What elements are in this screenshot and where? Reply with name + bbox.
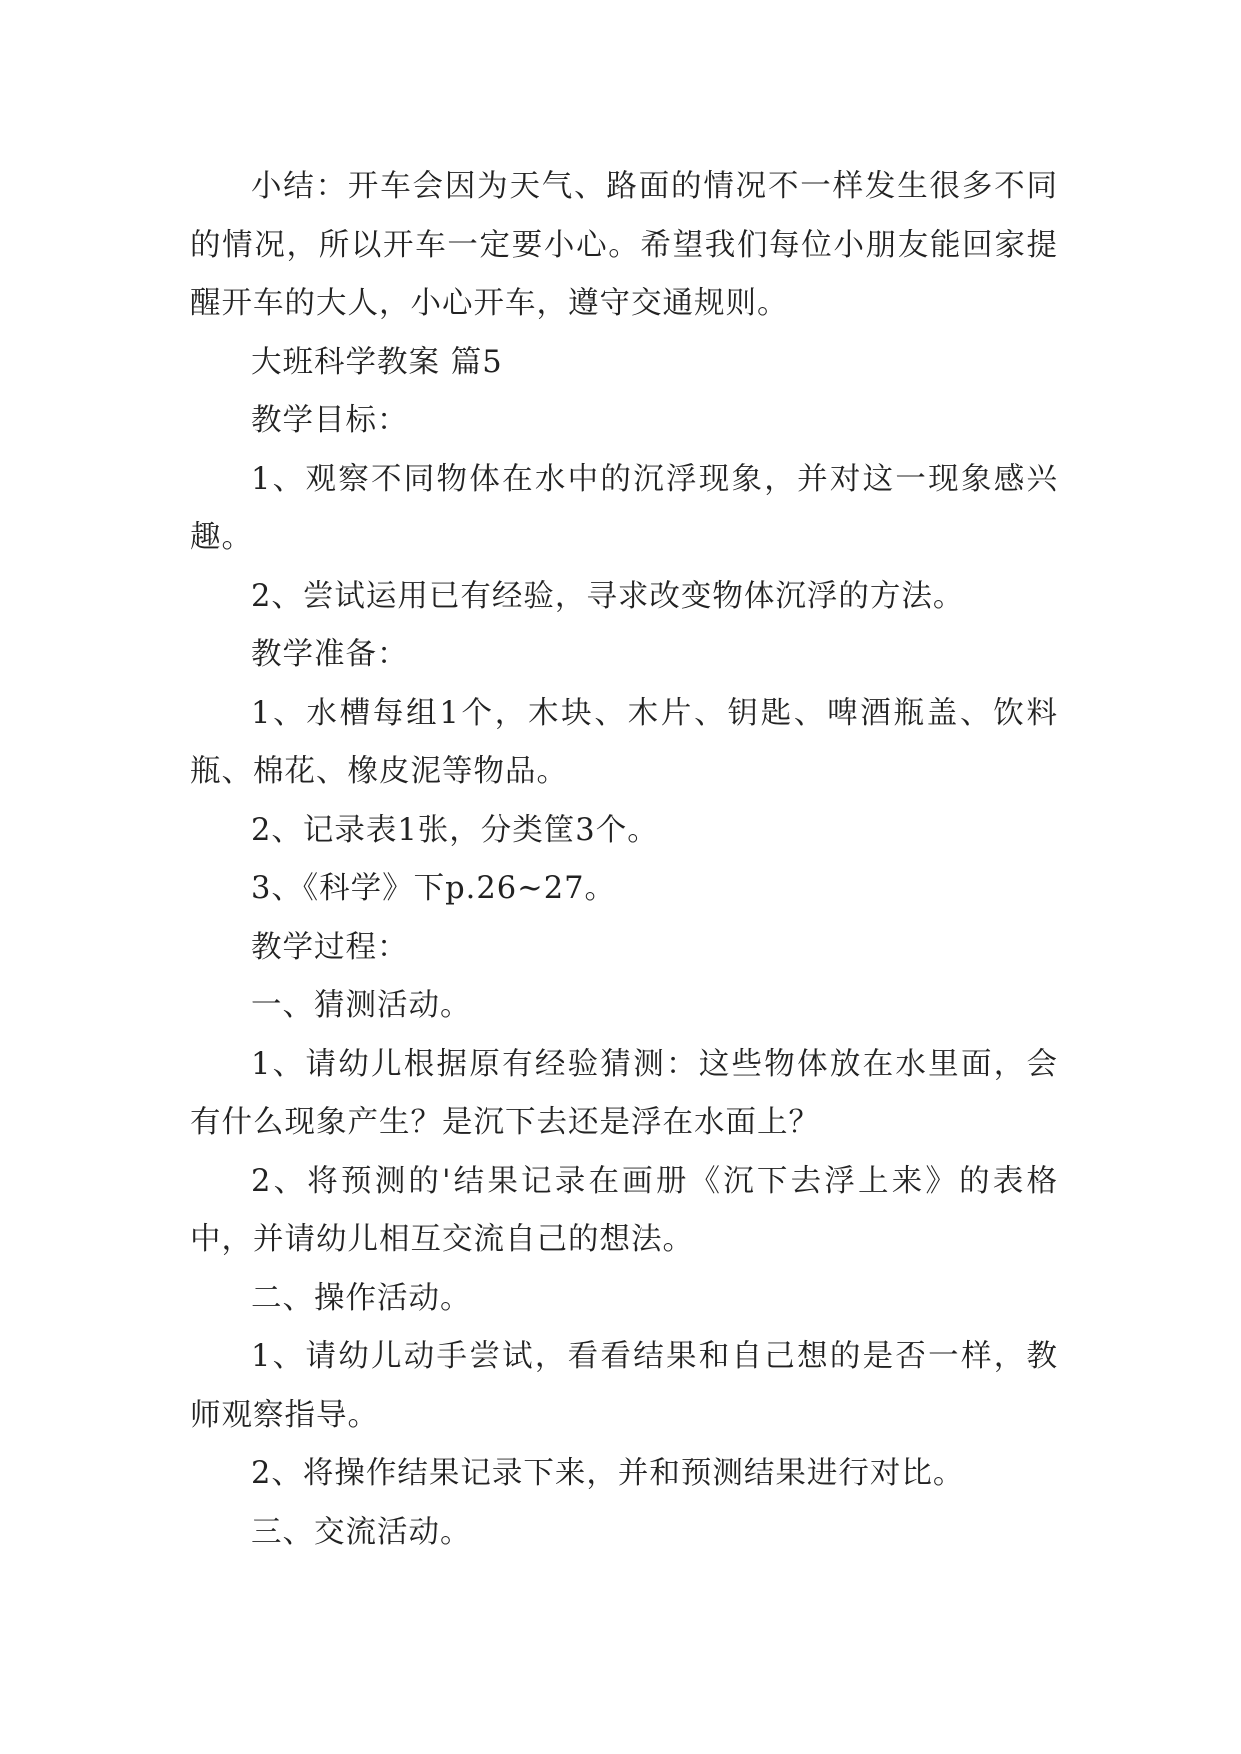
summary-paragraph: 小结：开车会因为天气、路面的情况不一样发生很多不同的情况，所以开车一定要小心。希望我们每位小朋友能回家提醒开车的大人，小心开车，遵守交通规则。 — [190, 169, 1058, 321]
operate-item-2: 2、将操作结果记录下来，并和预测结果进行对比。 — [251, 1456, 965, 1491]
goal-item-1: 1、观察不同物体在水中的沉浮现象，并对这一现象感兴趣。 — [190, 461, 1058, 555]
guess-item-1: 1、请幼儿根据原有经验猜测：这些物体放在水里面，会有什么现象产生？是沉下去还是浮在水面上？ — [190, 1046, 1058, 1140]
prep-item-2: 2、记录表1张，分类筐3个。 — [251, 812, 659, 848]
section-heading: 大班科学教案 篇5 — [251, 344, 503, 380]
operate-item-1: 1、请幼儿动手尝试，看看结果和自己想的是否一样，教师观察指导。 — [190, 1339, 1058, 1433]
goal-item-2: 2、尝试运用已有经验，寻求改变物体沉浮的方法。 — [251, 578, 965, 614]
process-step-exchange: 三、交流活动。 — [251, 1514, 472, 1550]
process-step-guess: 一、猜测活动。 — [251, 988, 472, 1023]
prep-item-1: 1、水槽每组1个，木块、木片、钥匙、啤酒瓶盖、饮料瓶、棉花、橡皮泥等物品。 — [190, 695, 1058, 789]
teaching-goals-heading: 教学目标： — [251, 403, 409, 438]
guess-item-2: 2、将预测的'结果记录在画册《沉下去浮上来》的表格中，并请幼儿相互交流自己的想法。 — [190, 1163, 1058, 1257]
document-body — [190, 158, 1058, 1562]
prep-item-3: 3、《科学》下p.26~27。 — [251, 871, 617, 906]
teaching-process-heading: 教学过程： — [251, 929, 409, 965]
teaching-prep-heading: 教学准备： — [251, 637, 409, 672]
process-step-operate: 二、操作活动。 — [251, 1280, 472, 1316]
